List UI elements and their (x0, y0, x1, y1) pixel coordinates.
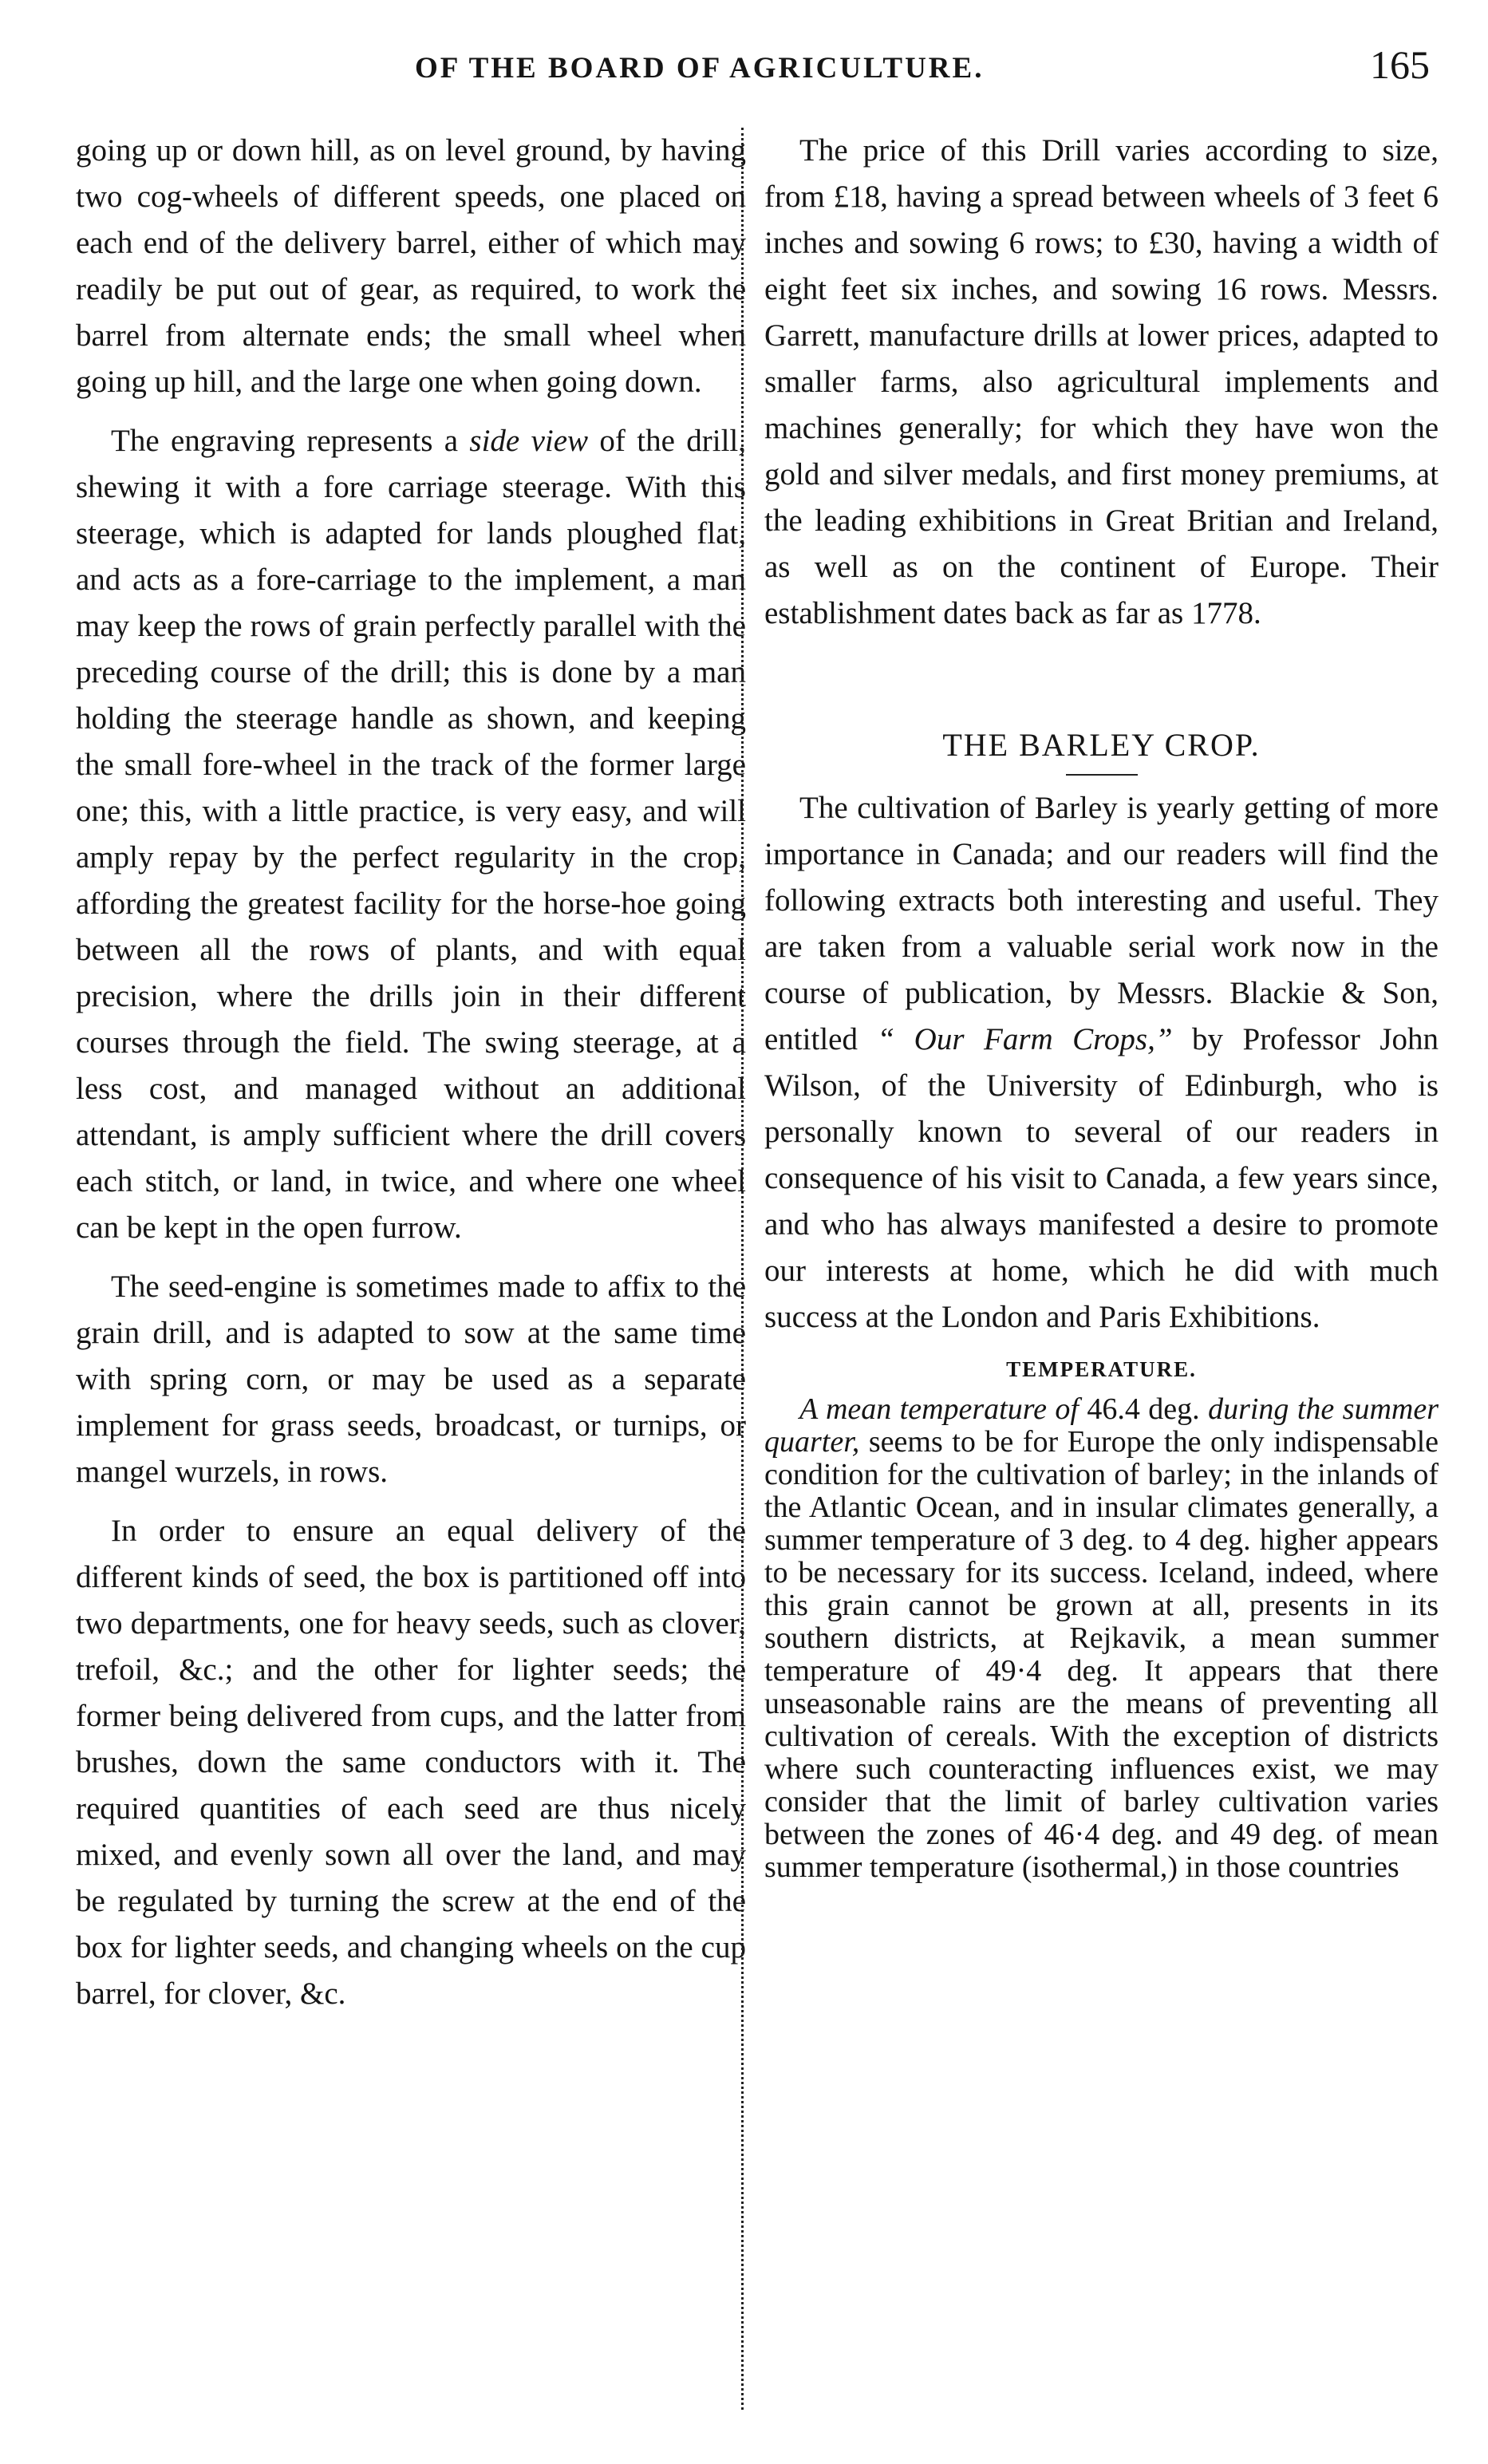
running-head (72, 41, 1438, 89)
section-title: THE BARLEY CROP. (942, 727, 1261, 763)
mean-temperature-emphasis: A mean temperature of (799, 1392, 1079, 1426)
page-number: 165 (1370, 42, 1430, 87)
paragraph-temperature (764, 1393, 1439, 1884)
summer-quarter-emphasis: during the summer quarter, (764, 1392, 1439, 1459)
temperature-value: 46.4 deg. (1078, 1392, 1209, 1426)
farm-crops-title: “ Our Farm Crops,” (877, 1022, 1173, 1056)
paragraph-engraving-rest: of the drill, shewing it with a fore carriage steerage. With this steerage, which is adapted for lands ploughed flat, and acts as a fore-carriage to the implement, a man may keep the rows of grain perfectly parallel with the preceding course of the drill; this is done by a man holding the steerage handle as shown, and keeping the small fore-wheel in the track of the former large one; this, with a little practice, is very easy, and will amply repay by the perfect regularity in the crop, affording the greatest facility for the horse-hoe going between all the rows of plants, and with equal precision, where the drills join in their different courses through the field. The swing steerage, at a less cost, and managed without an additional attendant, is amply sufficient where the drill covers each stitch, or land, in twice, and where one wheel can be kept in the open furrow. (76, 424, 746, 1245)
paragraph-seed-delivery: In order to ensure an equal delivery of the different kinds of seed, the box is partitioned off into two departments, one for heavy seeds, such as clover, trefoil, &c.; and the other for lighter seeds; the former being delivered from cups, and the latter from brushes, down the same conductors with it. The required quantities of each seed are thus nicely mixed, and evenly sown all over the land, and may be regulated by turning the screw at the end of the box for lighter seeds, and changing wheels on the cup barrel, for clover, &c. (76, 1514, 746, 2011)
subheading-temperature: TEMPERATURE. (1006, 1357, 1197, 1381)
paragraph-seed-engine: The seed-engine is sometimes made to affix to the grain drill, and is adapted to sow at the same time with spring corn, or may be used as a separate implement for grass seeds, broadcast, or turnips, or mangel wurzels, in rows. (76, 1270, 746, 1489)
paragraph-barley-intro-start: The cultivation of Barley is yearly getting of more importance in Canada; and our readers will find the following extracts both interesting and useful. They are taken from a valuable serial work now in the course of publication, by Messrs. Blackie & Son, entitled (764, 791, 1439, 1056)
right-column (764, 128, 1439, 2410)
paragraph-barley-intro-rest: by Professor John Wilson, of the University of Edinburgh, who is personally known to several of our readers in consequence of his visit to Canada, a few years since, and who has always manifested a desire to promote our interests at home, which he did with much success at the London and Paris Exhibitions. (764, 1022, 1439, 1334)
running-title: OF THE BOARD OF AGRICULTURE. (415, 52, 985, 85)
column-divider (741, 128, 744, 2410)
paragraph-drill-price: The price of this Drill varies according to size, from £18, having a spread between wheels of 3 feet 6 inches and sowing 6 rows; to £30, having a width of eight feet six inches, and sowing 16 rows. Messrs. Garrett, manufacture drills at lower prices, adapted to smaller farms, also agricultural implements and machines generally; for which they have won the gold and silver medals, and first money premiums, at the leading exhibitions in Great Britian and Ireland, as well as on the continent of Europe. Their establishment dates back as far as 1778. (764, 133, 1439, 630)
left-column (76, 128, 746, 2410)
paragraph-barley-intro (764, 785, 1439, 1341)
paragraph-engraving (76, 418, 746, 1251)
paragraph-drill-gears: going up or down hill, as on level ground, by having two cog-wheels of different speeds, one placed on each end of the delivery barrel, either of which may readily be put out of gear, as required, to work the barrel from alternate ends; the small wheel when going up hill, and the large one when going down. (76, 133, 746, 399)
side-view-emphasis: side view (469, 424, 589, 458)
paragraph-engraving-start: The engraving represents a (111, 424, 470, 458)
paragraph-temperature-rest: seems to be for Europe the only indispensable condition for the cultivation of barley; in the inlands of the Atlantic Ocean, and in insular climates generally, a summer temperature of 3 deg. to 4 deg. higher appears to be necessary for its success. Iceland, indeed, where this grain cannot be grown at all, presents in its southern districts, at Rejkavik, a mean summer temperature of 49·4 deg. It appears that there unseasonable rains are the means of preventing all cultivation of cereals. With the exception of districts where such counteracting influences exist, we may consider that the limit of barley cultivation varies between the zones of 46·4 deg. and 49 deg. of mean summer temperature (isothermal,) in those countries (764, 1425, 1439, 1884)
title-rule (1066, 774, 1138, 776)
